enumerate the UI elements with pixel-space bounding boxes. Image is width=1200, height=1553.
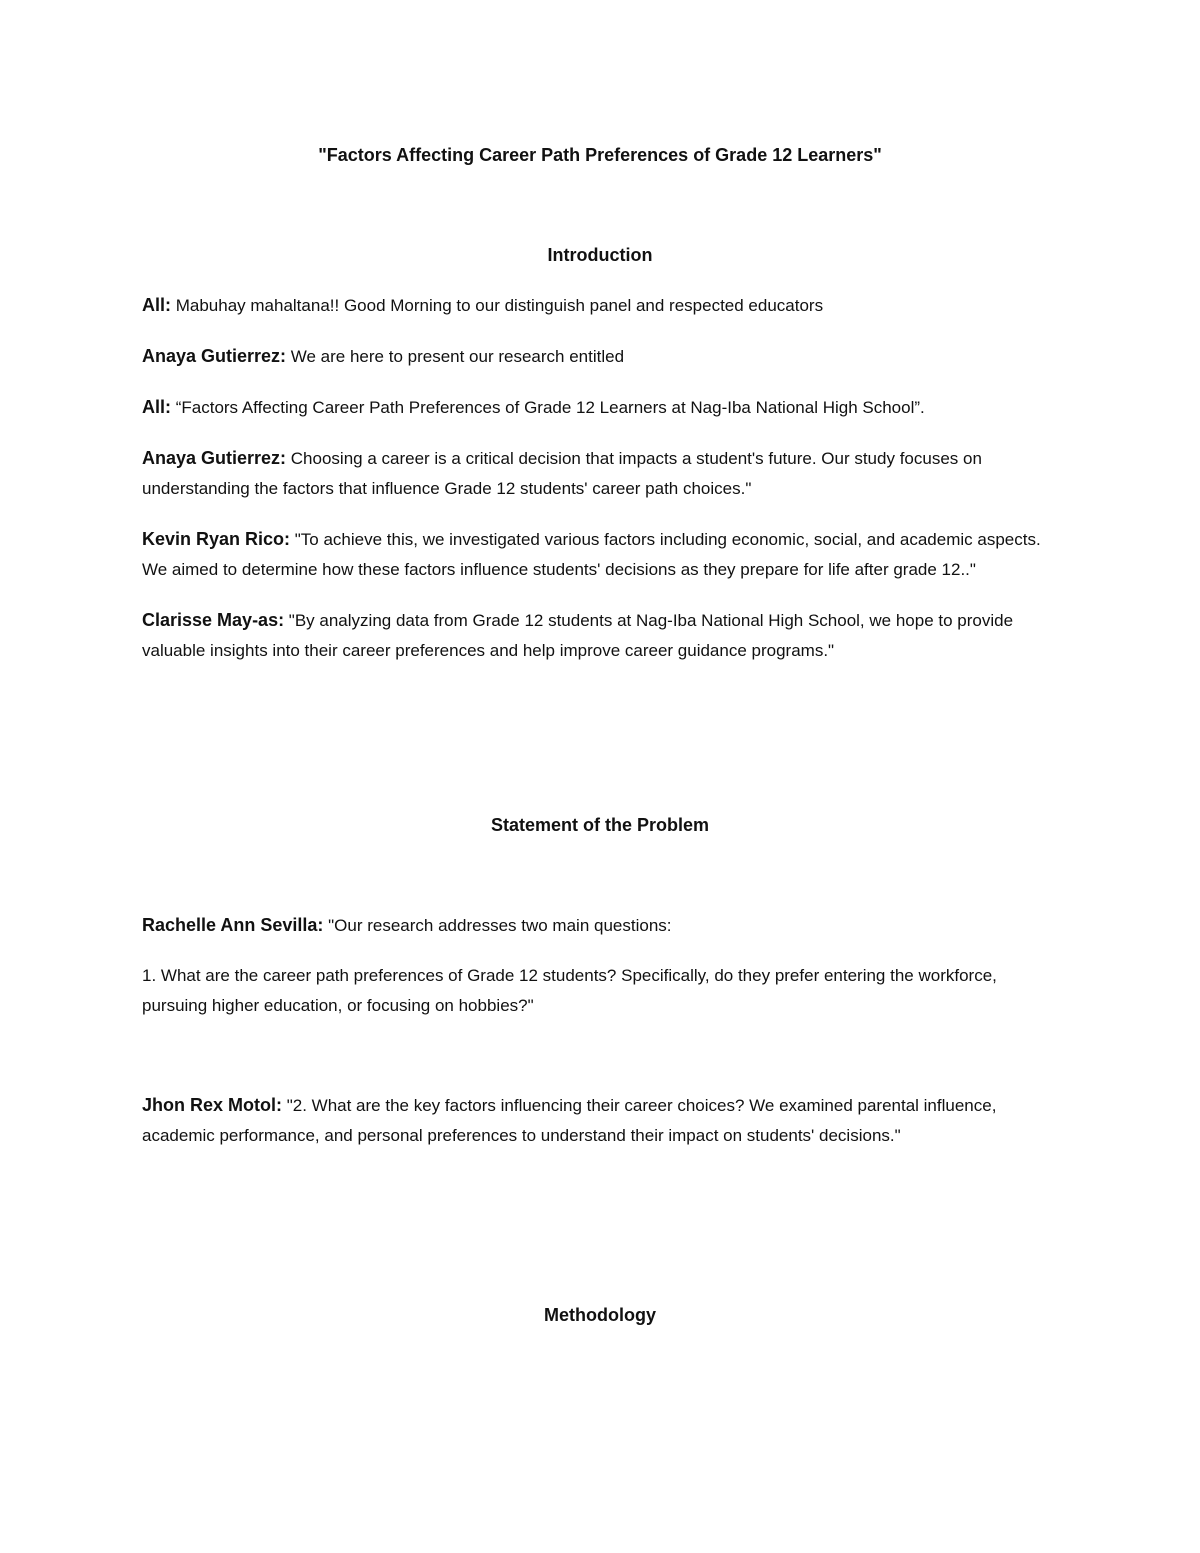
intro-paragraph-3 — [142, 392, 1062, 423]
introduction-section — [142, 290, 1062, 666]
speaker-label: All: — [142, 295, 171, 315]
intro-paragraph-6 — [142, 605, 1062, 666]
intro-paragraph-5 — [142, 524, 1062, 585]
paragraph-text: We are here to present our research entitled — [286, 347, 625, 366]
problem-paragraph-3 — [142, 1090, 1062, 1151]
speaker-label: Rachelle Ann Sevilla: — [142, 915, 324, 935]
problem-section — [142, 910, 1062, 1021]
speaker-label: Anaya Gutierrez: — [142, 346, 287, 366]
speaker-label: Clarisse May-as: — [142, 610, 285, 630]
intro-paragraph-4 — [142, 443, 1062, 504]
speaker-label: Kevin Ryan Rico: — [142, 529, 291, 549]
problem-paragraph-2 — [142, 961, 1062, 1021]
speaker-label: Anaya Gutierrez: — [142, 448, 287, 468]
paragraph-text: 1. What are the career path preferences of Grade 12 students? Specifically, do they prefer entering the workforce, pursuing higher education, or focusing on hobbies?" — [142, 966, 997, 1015]
problem-paragraph-1 — [142, 910, 1062, 941]
speaker-label: Jhon Rex Motol: — [142, 1095, 282, 1115]
intro-paragraph-2 — [142, 341, 1062, 372]
speaker-label: All: — [142, 397, 171, 417]
paragraph-text: "To achieve this, we investigated various factors including economic, social, and academic aspects. We aimed to determine how these factors influence students' decisions as they prepare for life after grade 12.." — [142, 530, 1041, 579]
problem-heading: Statement of the Problem — [490, 815, 710, 835]
paragraph-text: "2. What are the key factors influencing their career choices? We examined parental influence, academic performance, and personal preferences to understand their impact on students' decisions." — [142, 1096, 997, 1145]
methodology-heading: Methodology — [544, 1305, 656, 1325]
paragraph-text: "By analyzing data from Grade 12 students at Nag-Iba National High School, we hope to provide valuable insights into their career preferences and help improve career guidance programs." — [142, 611, 1014, 660]
paragraph-text: Mabuhay mahaltana!! Good Morning to our distinguish panel and respected educators — [171, 296, 824, 315]
introduction-heading: Introduction — [547, 245, 653, 265]
intro-paragraph-1 — [142, 290, 1062, 321]
paragraph-text: “Factors Affecting Career Path Preferences of Grade 12 Learners at Nag-Iba National High School”. — [171, 398, 925, 417]
paragraph-text: "Our research addresses two main questions: — [323, 916, 672, 935]
document-title: "Factors Affecting Career Path Preferences of Grade 12 Learners" — [318, 145, 882, 165]
problem-section-continued — [142, 1090, 1062, 1151]
paragraph-text: Choosing a career is a critical decision that impacts a student's future. Our study focuses on understanding the factors that influence Grade 12 students' career path choices." — [142, 449, 982, 498]
